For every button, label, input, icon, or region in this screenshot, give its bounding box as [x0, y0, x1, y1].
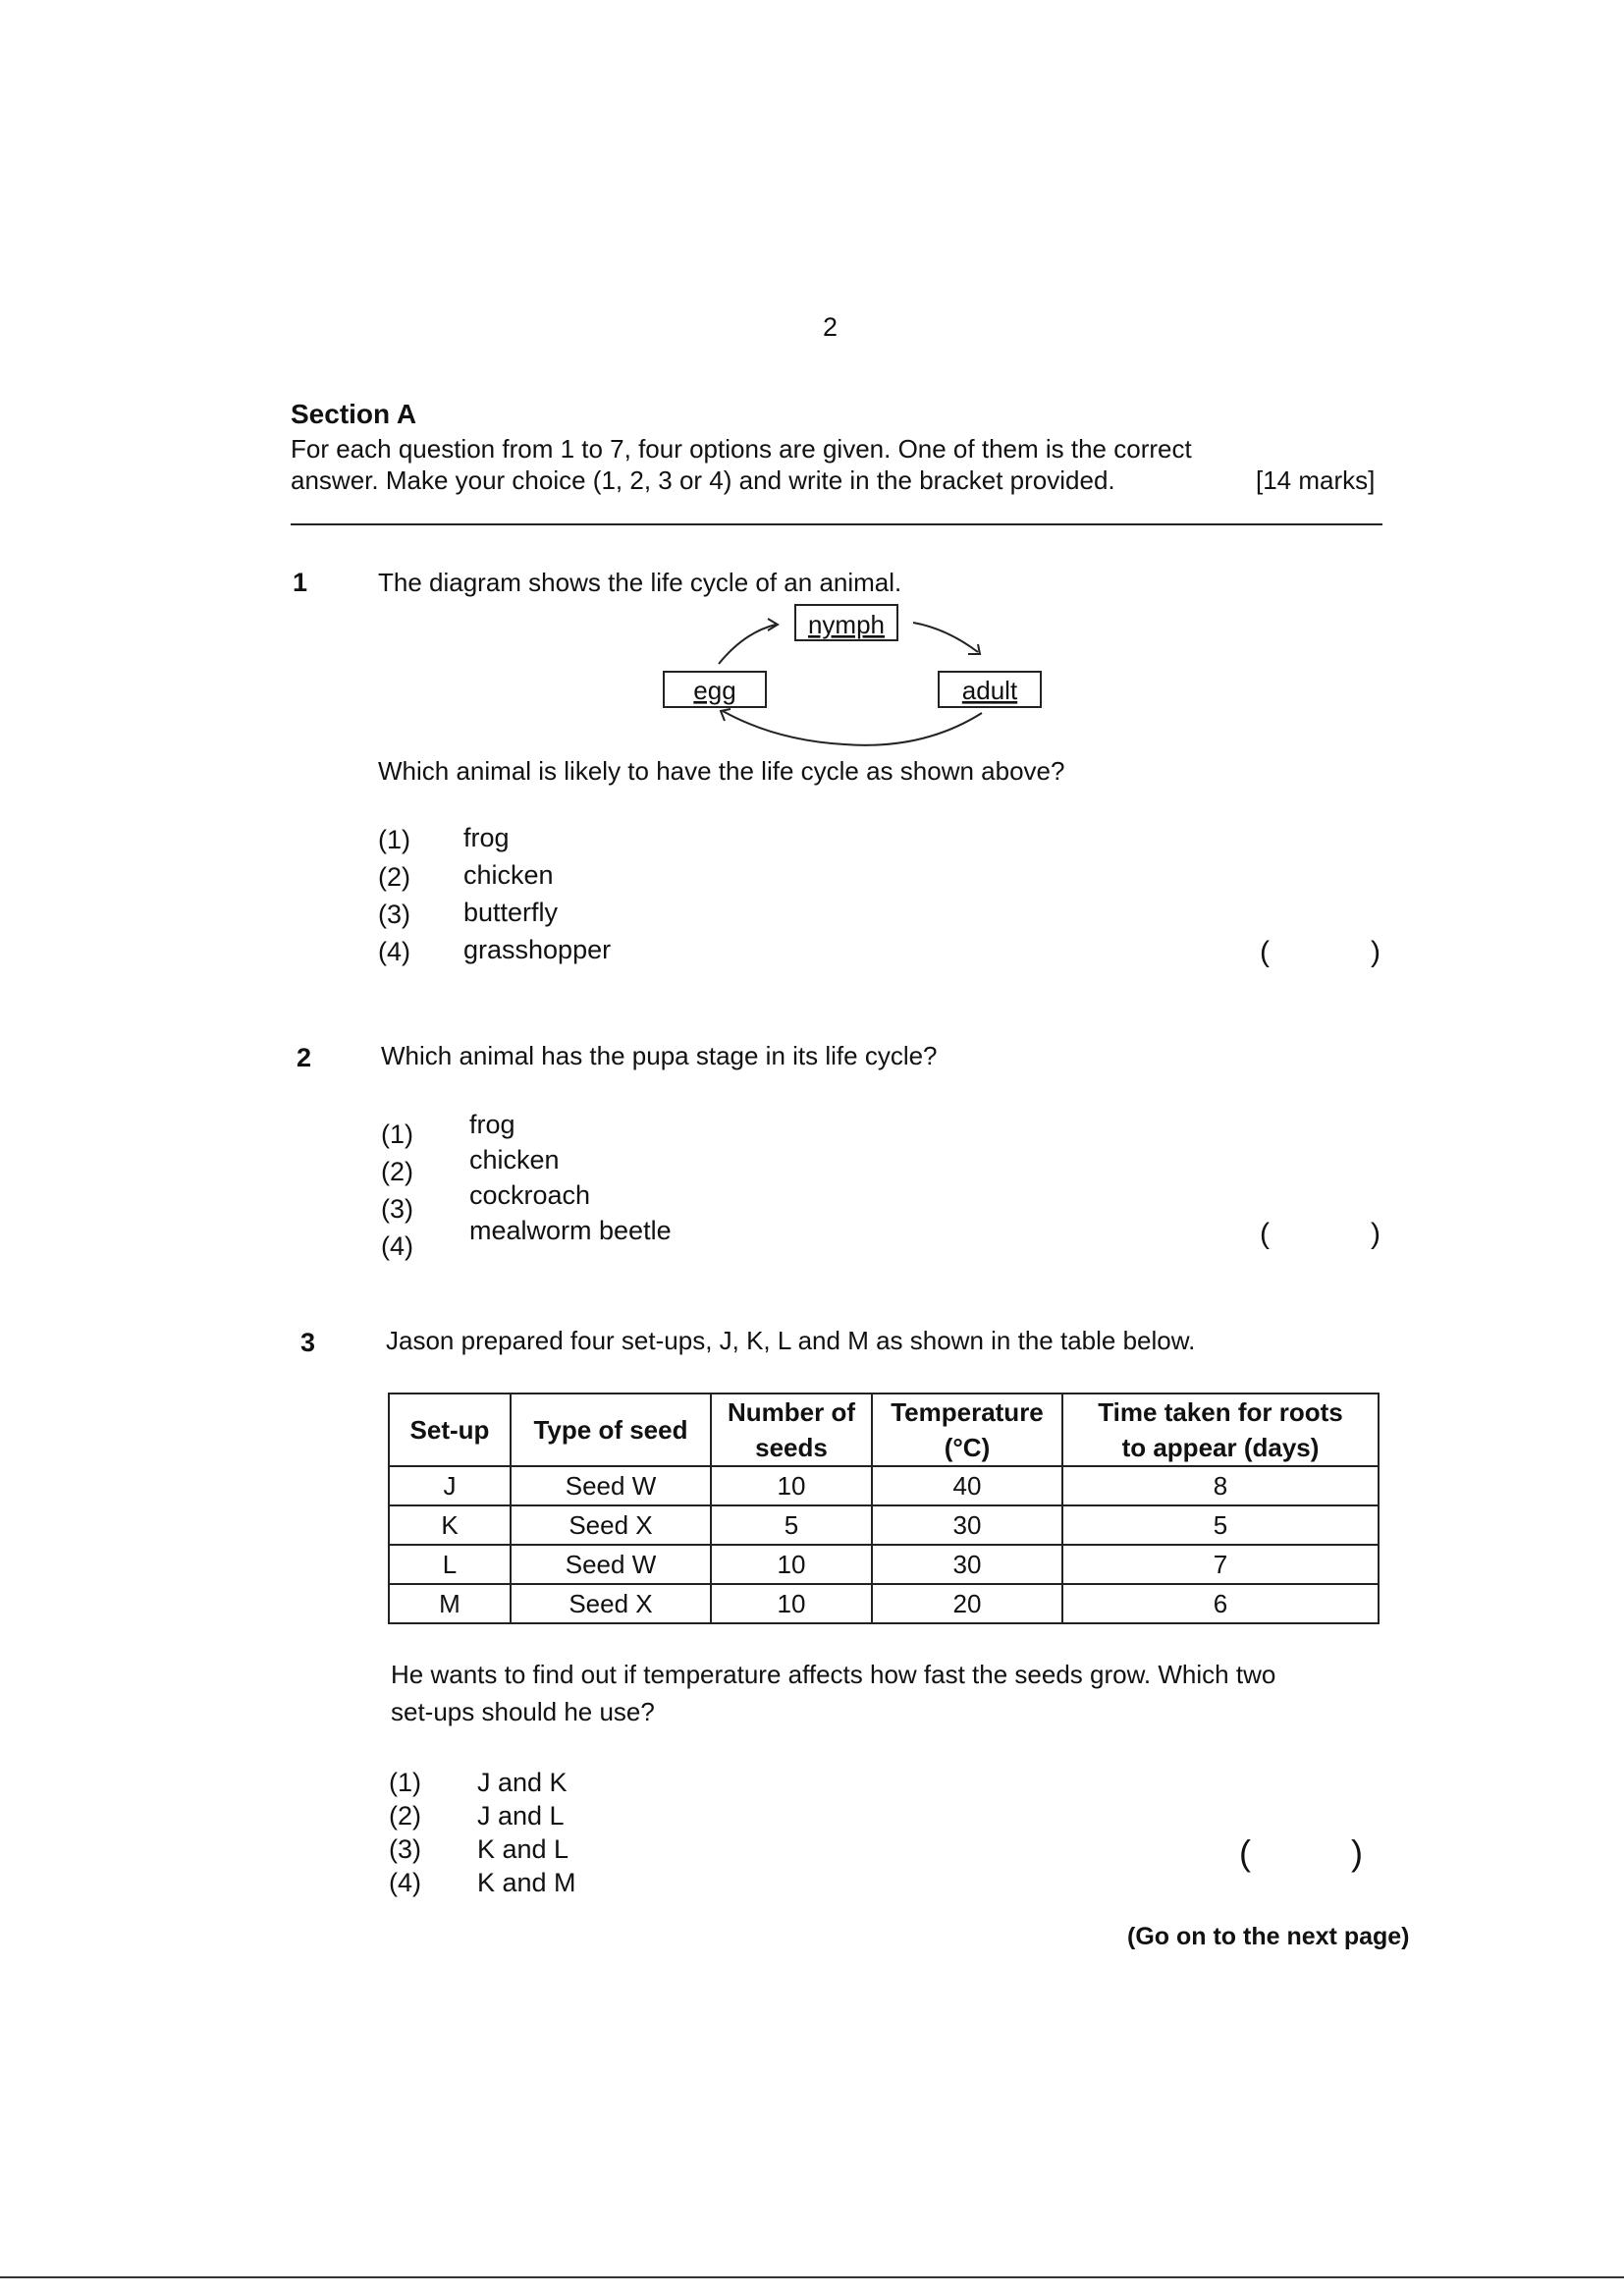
question-number: 1 — [293, 568, 308, 597]
answer-bracket-open[interactable]: ( — [1260, 1218, 1270, 1250]
option-number: (4) — [389, 1868, 421, 1897]
option-number: (1) — [381, 1120, 413, 1149]
stage-egg-box — [664, 672, 766, 707]
option-text: mealworm beetle — [469, 1216, 672, 1245]
table-cell: 5 — [1062, 1505, 1379, 1545]
table-cell: 8 — [1062, 1466, 1379, 1505]
section-title: Section A — [291, 399, 417, 429]
option-text: frog — [463, 823, 510, 852]
option-number: (3) — [381, 1194, 413, 1224]
option-text: K and L — [477, 1834, 569, 1864]
option-number: (1) — [378, 825, 410, 854]
question-stem: The diagram shows the life cycle of an animal. — [378, 568, 902, 597]
option-number: (3) — [389, 1834, 421, 1864]
option-text: butterfly — [463, 898, 559, 927]
option-number: (2) — [381, 1157, 413, 1186]
question-stem: Jason prepared four set-ups, J, K, L and M as shown in the table below. — [386, 1326, 1196, 1355]
table-cell: 10 — [711, 1545, 872, 1584]
answer-bracket-close[interactable]: ) — [1371, 1218, 1380, 1250]
table-header-row — [389, 1394, 1379, 1466]
table-row — [389, 1545, 1379, 1584]
table-cell: 7 — [1062, 1545, 1379, 1584]
question-stem: Which animal has the pupa stage in its life cycle? — [381, 1041, 938, 1070]
table-cell: 10 — [711, 1584, 872, 1623]
table-cell: 30 — [872, 1545, 1062, 1584]
option-text: grasshopper — [463, 935, 612, 964]
question-number: 3 — [300, 1328, 316, 1357]
table-cell: 20 — [872, 1584, 1062, 1623]
answer-bracket-close[interactable]: ) — [1351, 1832, 1363, 1873]
option-number: (4) — [378, 937, 410, 966]
setup-table — [388, 1393, 1380, 1624]
question-prompt: Which animal is likely to have the life cycle as shown above? — [378, 756, 1065, 786]
answer-bracket-close[interactable]: ) — [1371, 936, 1380, 968]
life-cycle-diagram — [628, 577, 1080, 754]
table-cell: 6 — [1062, 1584, 1379, 1623]
section-marks: [14 marks] — [1256, 465, 1376, 495]
table-cell: 5 — [711, 1505, 872, 1545]
column-header: Time taken for roots to appear (days) — [1062, 1394, 1379, 1466]
table-row — [389, 1584, 1379, 1623]
table-row — [389, 1466, 1379, 1505]
table-cell: Seed W — [511, 1466, 711, 1505]
question-number: 2 — [297, 1043, 312, 1072]
table-cell: Seed X — [511, 1584, 711, 1623]
arrow-adult-to-egg — [723, 711, 982, 745]
table-cell: Seed X — [511, 1505, 711, 1545]
stage-adult-label: adult — [961, 676, 1018, 705]
table-cell: 30 — [872, 1505, 1062, 1545]
table-row — [389, 1505, 1379, 1545]
option-number: (2) — [378, 862, 410, 892]
next-page-note: (Go on to the next page) — [1127, 1923, 1410, 1950]
stage-adult-box — [939, 672, 1041, 707]
table-cell: K — [389, 1505, 511, 1545]
answer-bracket-open[interactable]: ( — [1239, 1832, 1251, 1873]
table-cell: L — [389, 1545, 511, 1584]
option-text: chicken — [463, 860, 554, 890]
stage-nymph-box — [795, 605, 897, 640]
stage-egg-label: egg — [693, 676, 736, 705]
column-header: Temperature (°C) — [872, 1394, 1062, 1466]
option-text: cockroach — [469, 1180, 591, 1210]
column-header: Type of seed — [511, 1394, 711, 1466]
section-instruction-line2: answer. Make your choice (1, 2, 3 or 4) and write in the bracket provided. — [291, 465, 1115, 495]
option-text: frog — [469, 1110, 515, 1139]
page-bottom-border — [0, 2276, 1624, 2278]
table-cell: J — [389, 1466, 511, 1505]
option-number: (1) — [389, 1768, 421, 1797]
arrow-egg-to-nymph — [719, 625, 776, 664]
section-instruction-line1: For each question from 1 to 7, four options are given. One of them is the correct — [291, 434, 1192, 464]
section-divider — [291, 523, 1382, 525]
arrow-nymph-to-adult — [913, 623, 978, 652]
option-number: (3) — [378, 900, 410, 929]
option-text: chicken — [469, 1145, 560, 1175]
table-cell: 40 — [872, 1466, 1062, 1505]
option-text: J and K — [477, 1768, 568, 1797]
table-cell: 10 — [711, 1466, 872, 1505]
column-header: Number of seeds — [711, 1394, 872, 1466]
option-number: (4) — [381, 1231, 413, 1261]
option-number: (2) — [389, 1801, 421, 1831]
page-number: 2 — [823, 312, 839, 342]
option-text: J and L — [477, 1801, 565, 1831]
answer-bracket-open[interactable]: ( — [1260, 936, 1270, 968]
stage-nymph-label: nymph — [807, 610, 886, 639]
question-prompt-line1: He wants to find out if temperature affects how fast the seeds grow. Which two — [391, 1660, 1276, 1689]
table-cell: M — [389, 1584, 511, 1623]
question-prompt-line2: set-ups should he use? — [391, 1697, 655, 1726]
option-text: K and M — [477, 1868, 576, 1897]
column-header: Set-up — [389, 1394, 511, 1466]
table-cell: Seed W — [511, 1545, 711, 1584]
